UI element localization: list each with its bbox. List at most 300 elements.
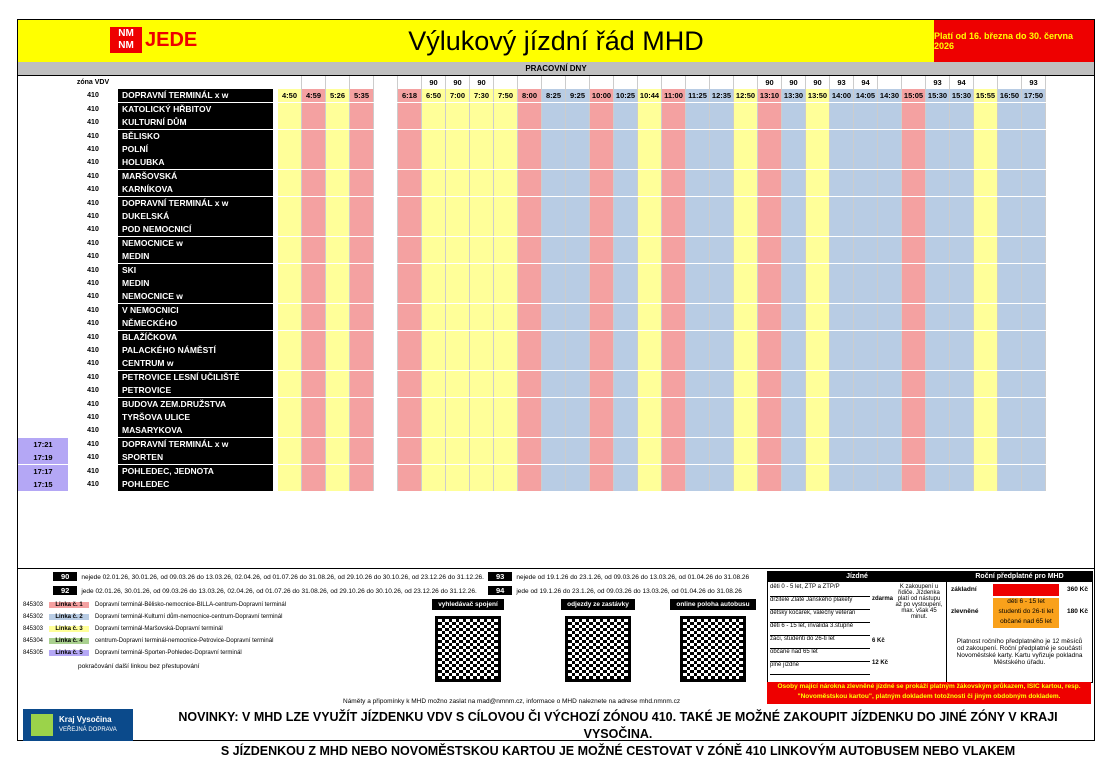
timetable-cell (734, 317, 758, 330)
timetable-cell (662, 438, 686, 451)
timetable-cell (686, 103, 710, 116)
timetable-cell (302, 277, 326, 290)
zone-cell: 410 (87, 119, 99, 127)
timetable-cell (662, 250, 686, 263)
timetable-cell (446, 223, 470, 236)
timetable-cell (278, 250, 302, 263)
timetable-cell (302, 103, 326, 116)
timetable-cell (374, 156, 398, 169)
timetable-cell (902, 290, 926, 303)
line-legend-item: 845304 Linka č. 4 centrum-Dopravní terminál-nemocnice-Petrovice-Dopravní terminál (23, 637, 274, 644)
departure-time: 7:30 (470, 89, 494, 102)
timetable-cell (398, 304, 422, 317)
stop-name: DOPRAVNÍ TERMINÁL x w (118, 438, 273, 451)
timetable-cell (566, 438, 590, 451)
timetable-cell (1022, 357, 1046, 370)
timetable-cell (998, 103, 1022, 116)
timetable-cell (566, 398, 590, 411)
timetable-cell (566, 317, 590, 330)
timetable-cell (302, 210, 326, 223)
timetable-cell (926, 143, 950, 156)
timetable-cell (398, 130, 422, 143)
timetable-cell (278, 143, 302, 156)
timetable-cell (878, 290, 902, 303)
timetable-cell (806, 170, 830, 183)
timetable-cell (350, 103, 374, 116)
timetable-cell (974, 438, 998, 451)
timetable-cell (518, 465, 542, 478)
timetable-cell (686, 465, 710, 478)
timetable-cell (782, 357, 806, 370)
timetable-cell (278, 478, 302, 491)
timetable-cell (974, 398, 998, 411)
timetable-cell (782, 277, 806, 290)
timetable-cell (974, 170, 998, 183)
timetable-cell (518, 170, 542, 183)
timetable-cell (854, 250, 878, 263)
timetable-cell (350, 156, 374, 169)
timetable-cell (638, 465, 662, 478)
timetable-cell (998, 331, 1022, 344)
timetable-cell (374, 183, 398, 196)
timetable-cell (326, 223, 350, 236)
timetable-cell (998, 197, 1022, 210)
timetable-cell (1022, 331, 1046, 344)
timetable-cell (902, 304, 926, 317)
zone-cell: 410 (87, 481, 99, 488)
timetable-cell (326, 465, 350, 478)
timetable-cell (590, 438, 614, 451)
timetable-cell (398, 210, 422, 223)
timetable-cell (326, 384, 350, 397)
timetable-cell (734, 264, 758, 277)
timetable-cell (326, 398, 350, 411)
timetable-cell (494, 290, 518, 303)
timetable-cell (566, 411, 590, 424)
timetable-cell (710, 170, 734, 183)
departure-time: 10:44 (638, 89, 662, 102)
timetable-cell (758, 317, 782, 330)
note-94: 94 jede od 19.1.26 do 23.1.26, od 09.03.26 do 13.03.26, od 01.04.26 do 31.08.26 (488, 586, 742, 595)
timetable-cell (470, 478, 494, 491)
zone-cell: 410 (87, 186, 99, 194)
departure-left: 17:19 (18, 451, 68, 464)
timetable-cell (950, 197, 974, 210)
timetable-cell (470, 451, 494, 464)
timetable-cell (806, 130, 830, 143)
timetable-cell (926, 384, 950, 397)
timetable-cell (902, 384, 926, 397)
timetable-cell (446, 116, 470, 129)
timetable-cell (302, 250, 326, 263)
departure-time: 6:18 (398, 89, 422, 102)
timetable-cell (758, 277, 782, 290)
timetable-cell (422, 411, 446, 424)
timetable-cell (614, 197, 638, 210)
timetable-cell (950, 156, 974, 169)
fare-free: zdarma (872, 596, 894, 602)
stop-name: KULTURNÍ DŮM (118, 116, 273, 129)
timetable-cell (638, 304, 662, 317)
timetable-cell (638, 197, 662, 210)
timetable-cell (782, 384, 806, 397)
timetable-cell (422, 250, 446, 263)
timetable-cell (926, 170, 950, 183)
departure-time: 16:50 (998, 89, 1022, 102)
timetable-cell (374, 357, 398, 370)
timetable-cell (350, 304, 374, 317)
timetable-cell (614, 170, 638, 183)
timetable-cell (494, 156, 518, 169)
zone-cell: 410 (87, 199, 99, 207)
qr-bus-position[interactable]: online poloha autobusu (658, 599, 768, 682)
timetable-cell (974, 357, 998, 370)
timetable-cell (854, 438, 878, 451)
line-number-cell (590, 76, 614, 89)
timetable-cell (734, 277, 758, 290)
news-banner: NOVINKY: V MHD LZE VYUŽÍT JÍZDENKU VDV S CÍLOVOU ČI VÝCHOZÍ ZÓNOU 410. TAKÉ JE MOŽNÉ ZAKOUPIT JÍZDENKU DO JINÉ ZÓNY V KRAJI VYSOČINA. S JÍZDENKOU Z MHD NEBO NOVOMĚSTSKOU KARTOU JE MOŽNÉ CESTOVAT V ZÓNĚ 410 LINKOVÝM AUTOBUSEM NEBO VLAKEM (178, 710, 1058, 758)
timetable-cell (446, 250, 470, 263)
departure-left: 17:17 (18, 465, 68, 478)
timetable-cell (326, 250, 350, 263)
timetable-cell (278, 156, 302, 169)
timetable-cell (590, 277, 614, 290)
stop-row (18, 451, 1094, 464)
timetable-cell (758, 156, 782, 169)
timetable-cell (326, 411, 350, 424)
zone-cell: 410 (87, 306, 99, 314)
timetable-cell (974, 290, 998, 303)
timetable-cell (926, 411, 950, 424)
stop-row (18, 170, 1094, 183)
timetable-cell (974, 250, 998, 263)
timetable-cell (974, 197, 998, 210)
timetable-cell (398, 317, 422, 330)
timetable-cell (1022, 465, 1046, 478)
timetable-cell (686, 398, 710, 411)
departure-time: 9:25 (566, 89, 590, 102)
timetable-cell (974, 210, 998, 223)
timetable-cell (734, 424, 758, 437)
stop-row (18, 398, 1094, 411)
timetable-cell (590, 103, 614, 116)
timetable-cell (806, 451, 830, 464)
zone-cell: 410 (87, 280, 99, 287)
departure-time: 12:35 (710, 89, 734, 102)
line-number-cell: 90 (470, 76, 494, 89)
timetable-cell (398, 424, 422, 437)
timetable-cell (374, 317, 398, 330)
timetable-cell (902, 451, 926, 464)
timetable-cell (638, 290, 662, 303)
timetable-cell (374, 103, 398, 116)
departure-time: 13:50 (806, 89, 830, 102)
stop-row (18, 264, 1094, 277)
stop-name: NĚMECKÉHO (118, 317, 273, 330)
timetable-cell (590, 465, 614, 478)
discount-note: Osoby mající nárokna zlevněné jízdné se prokáží platným žákovským průkazem, ISIC kartou, resp. "Novoměstskou kartou", platným dokladem totožnosti či jiným obdobným dokladem. (767, 682, 1091, 704)
timetable-cell (782, 317, 806, 330)
timetable-cell (902, 465, 926, 478)
timetable-cell (542, 317, 566, 330)
departure-time: 7:50 (494, 89, 518, 102)
timetable-cell (278, 384, 302, 397)
timetable-cell (710, 438, 734, 451)
timetable-cell (710, 478, 734, 491)
timetable-cell (494, 478, 518, 491)
timetable-cell (494, 223, 518, 236)
timetable-cell (566, 250, 590, 263)
timetable-cell (902, 478, 926, 491)
timetable-cell (302, 304, 326, 317)
timetable-cell (302, 411, 326, 424)
timetable-cell (806, 344, 830, 357)
timetable-cell (278, 451, 302, 464)
timetable-cell (758, 210, 782, 223)
timetable-cell (638, 317, 662, 330)
timetable-cell (710, 250, 734, 263)
timetable-cell (830, 317, 854, 330)
qr-departures[interactable]: odjezdy ze zastávky (543, 599, 653, 682)
timetable-cell (566, 264, 590, 277)
timetable-cell (350, 451, 374, 464)
timetable-cell (878, 451, 902, 464)
timetable-cell (614, 317, 638, 330)
timetable-cell (830, 116, 854, 129)
departure-time: 14:05 (854, 89, 878, 102)
timetable-cell (902, 210, 926, 223)
timetable-cell (878, 116, 902, 129)
timetable-cell (302, 465, 326, 478)
zone-cell: 410 (87, 92, 99, 100)
timetable-cell (614, 103, 638, 116)
timetable-cell (422, 183, 446, 196)
timetable-cell (686, 130, 710, 143)
timetable-cell (422, 156, 446, 169)
timetable-cell (686, 411, 710, 424)
timetable-cell (686, 384, 710, 397)
timetable-cell (278, 317, 302, 330)
timetable-cell (662, 116, 686, 129)
timetable-cell (806, 277, 830, 290)
timetable-cell (542, 465, 566, 478)
zone-cell: 410 (87, 105, 99, 113)
timetable-cell (974, 424, 998, 437)
timetable-cell (758, 465, 782, 478)
timetable-cell (518, 411, 542, 424)
timetable-cell (974, 451, 998, 464)
timetable-cell (278, 290, 302, 303)
timetable-cell (710, 197, 734, 210)
timetable-cell (1022, 116, 1046, 129)
timetable-cell (854, 277, 878, 290)
timetable-cell (326, 438, 350, 451)
timetable-cell (1022, 424, 1046, 437)
timetable-cell (614, 357, 638, 370)
timetable-cell (1022, 170, 1046, 183)
line-number-cell (998, 76, 1022, 89)
timetable-cell (902, 143, 926, 156)
timetable-cell (662, 143, 686, 156)
timetable-cell (494, 317, 518, 330)
timetable-cell (758, 223, 782, 236)
timetable-cell (398, 371, 422, 384)
timetable-cell (566, 116, 590, 129)
timetable-cell (398, 116, 422, 129)
timetable-cell (806, 143, 830, 156)
timetable-cell (758, 116, 782, 129)
timetable-cell (422, 210, 446, 223)
timetable-cell (830, 250, 854, 263)
timetable-cell (854, 384, 878, 397)
timetable-cell (734, 304, 758, 317)
timetable-cell (758, 411, 782, 424)
timetable-cell (566, 478, 590, 491)
timetable-cell (782, 237, 806, 250)
stop-name: V NEMOCNICI (118, 304, 273, 317)
timetable-cell (710, 183, 734, 196)
zone-cell: 410 (87, 239, 99, 247)
timetable-cell (686, 290, 710, 303)
zone-cell: 410 (87, 146, 99, 153)
timetable-cell (710, 156, 734, 169)
stop-row (18, 304, 1094, 317)
timetable-cell (470, 304, 494, 317)
fare-row: občané nad 65 let (770, 649, 870, 662)
timetable-cell (518, 384, 542, 397)
timetable-cell (566, 103, 590, 116)
timetable-cell (638, 250, 662, 263)
fare-row: děti 6 - 15 let, invalida 3.stupně (770, 623, 870, 636)
timetable-cell (974, 277, 998, 290)
timetable-cell (758, 331, 782, 344)
timetable-cell (950, 290, 974, 303)
timetable-cell (998, 143, 1022, 156)
timetable-cell (374, 250, 398, 263)
timetable-cell (326, 424, 350, 437)
timetable-cell (566, 156, 590, 169)
timetable-cell (662, 277, 686, 290)
line-legend-item: 845303 Linka č. 3 Dopravní terminál-Maršovská-Dopravní terminál (23, 625, 223, 632)
timetable-cell (950, 438, 974, 451)
timetable-cell (662, 130, 686, 143)
timetable-cell (638, 237, 662, 250)
timetable-cell (566, 237, 590, 250)
note-93: 93 nejede od 19.1.26 do 23.1.26, od 09.03.26 do 13.03.26, od 01.04.26 do 31.08.26 (488, 572, 749, 581)
timetable-cell (950, 170, 974, 183)
timetable-cell (422, 264, 446, 277)
timetable-cell (662, 465, 686, 478)
timetable-cell (350, 424, 374, 437)
zone-cell: 410 (87, 132, 99, 140)
stop-name: KARNÍKOVA (118, 183, 273, 196)
timetable-cell (350, 116, 374, 129)
timetable-cell (830, 411, 854, 424)
stop-name: BUDOVA ZEM.DRUŽSTVA (118, 398, 273, 411)
timetable-cell (902, 317, 926, 330)
timetable-cell (662, 357, 686, 370)
timetable-cell (278, 304, 302, 317)
timetable-cell (566, 183, 590, 196)
timetable-cell (950, 331, 974, 344)
timetable-cell (974, 223, 998, 236)
timetable-cell (590, 170, 614, 183)
timetable-cell (278, 223, 302, 236)
timetable-cell (710, 116, 734, 129)
timetable-cell (686, 170, 710, 183)
qr-search[interactable]: vyhledávač spojení (413, 599, 523, 682)
timetable-cell (782, 156, 806, 169)
stop-row (18, 89, 1094, 102)
stop-row (18, 357, 1094, 370)
stop-row (18, 424, 1094, 437)
line-number-cell (902, 76, 926, 89)
timetable-cell (830, 183, 854, 196)
timetable-cell (830, 357, 854, 370)
timetable-cell (470, 277, 494, 290)
timetable-cell (878, 183, 902, 196)
timetable-cell (326, 478, 350, 491)
timetable-cell (998, 438, 1022, 451)
timetable-cell (806, 116, 830, 129)
timetable-cell (614, 264, 638, 277)
timetable-cell (374, 223, 398, 236)
timetable-cell (950, 398, 974, 411)
timetable-cell (998, 344, 1022, 357)
timetable-cell (806, 103, 830, 116)
timetable-cell (710, 210, 734, 223)
timetable-cell (398, 277, 422, 290)
timetable-cell (854, 130, 878, 143)
timetable-cell (518, 398, 542, 411)
timetable-cell (854, 197, 878, 210)
timetable-cell (446, 304, 470, 317)
timetable-cell (998, 384, 1022, 397)
stop-row (18, 384, 1094, 397)
zone-cell: 410 (87, 387, 99, 395)
departure-time: 5:35 (350, 89, 374, 102)
timetable-cell (518, 156, 542, 169)
timetable-cell (686, 143, 710, 156)
stop-name: TYRŠOVA ULICE (118, 411, 273, 424)
timetable-cell (950, 411, 974, 424)
timetable-cell (830, 223, 854, 236)
timetable-cell (638, 424, 662, 437)
fare-row: držitelé Zlaté Jánského plakety (770, 597, 870, 610)
timetable-cell (686, 156, 710, 169)
timetable-cell (830, 103, 854, 116)
timetable-cell (974, 411, 998, 424)
timetable-cell (398, 103, 422, 116)
timetable-cell (926, 290, 950, 303)
timetable-cell (470, 170, 494, 183)
timetable-cell (950, 143, 974, 156)
timetable-cell (446, 424, 470, 437)
stop-row (18, 103, 1094, 116)
zone-cell: 410 (87, 360, 99, 368)
timetable-cell (494, 398, 518, 411)
timetable-cell (854, 210, 878, 223)
timetable-cell (662, 170, 686, 183)
timetable-cell (542, 250, 566, 263)
timetable-cell (494, 237, 518, 250)
timetable-cell (302, 143, 326, 156)
timetable-cell (782, 465, 806, 478)
line-number-cell (326, 76, 350, 89)
timetable-cell (638, 210, 662, 223)
timetable-cell (590, 183, 614, 196)
timetable-cell (350, 143, 374, 156)
